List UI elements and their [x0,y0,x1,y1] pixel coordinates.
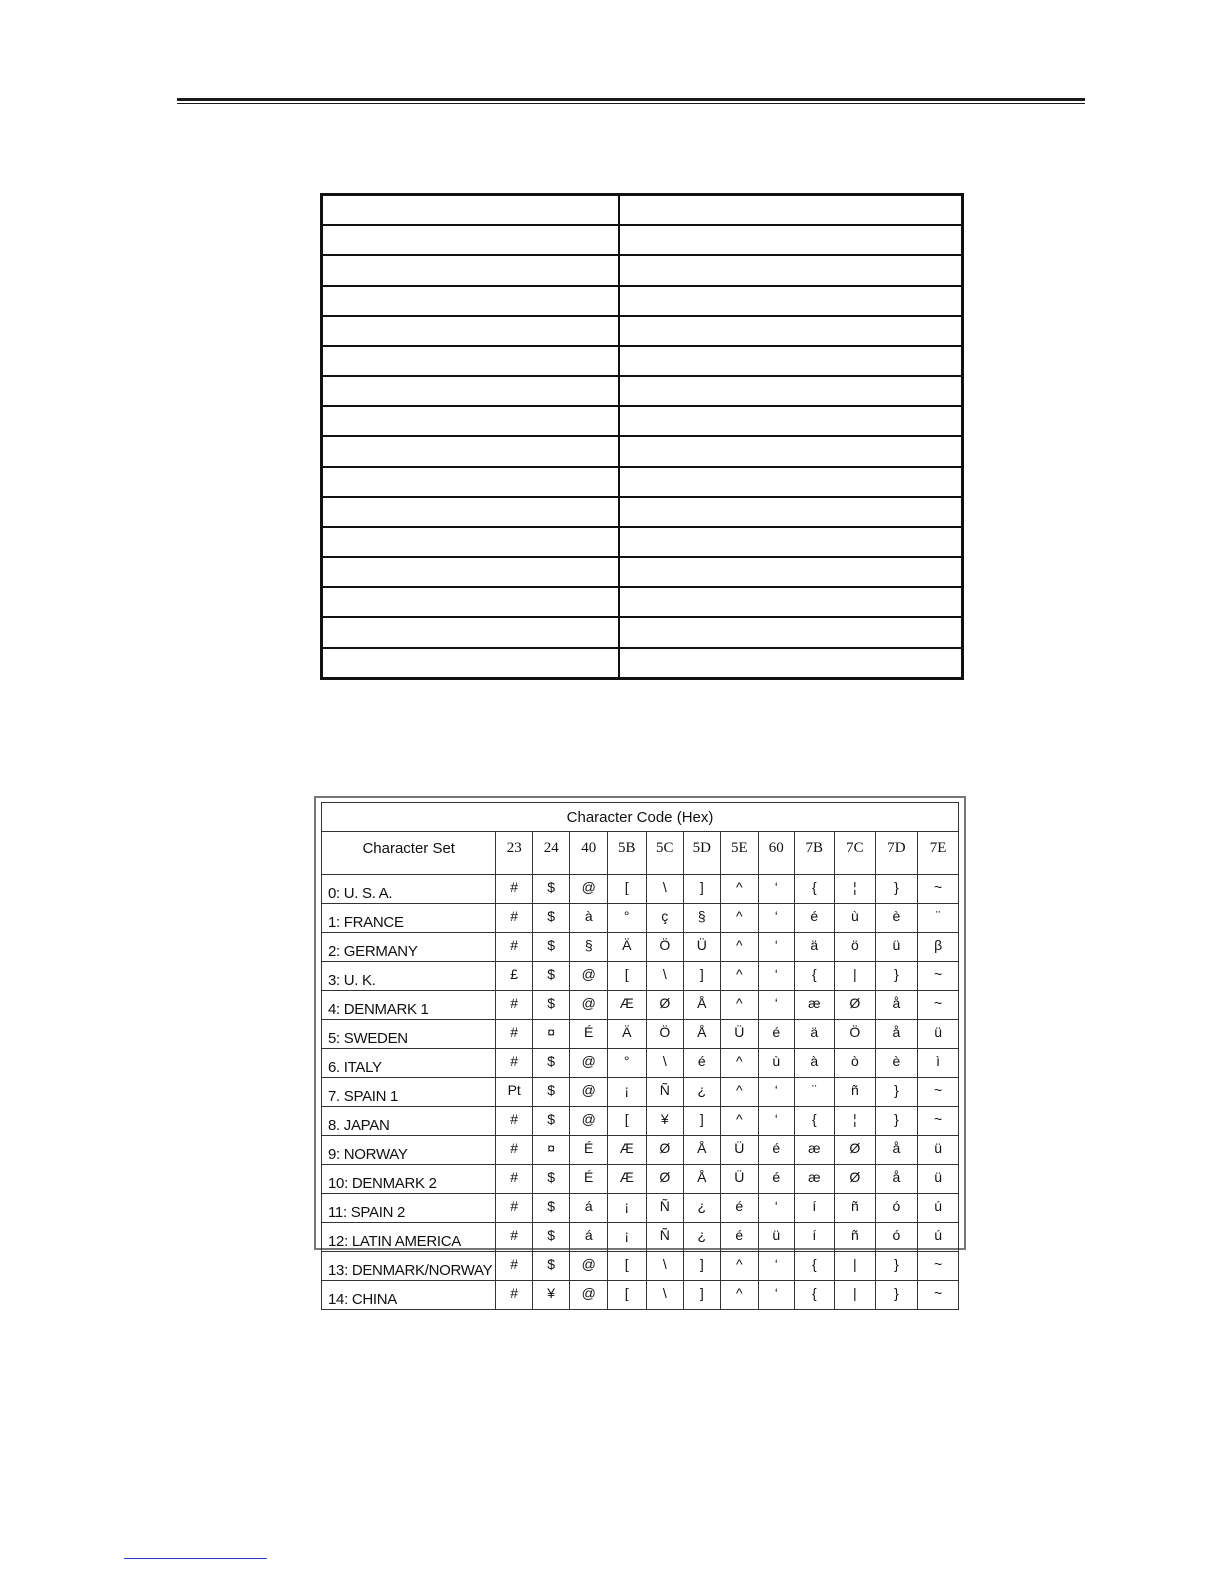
character-cell: [ [607,1107,646,1136]
character-set-row [322,933,959,962]
character-cell: $ [532,1252,570,1281]
blank-table-cell [322,316,619,346]
character-cell: æ [794,991,835,1020]
character-cell: Ü [684,933,721,962]
character-cell: ú [918,1223,959,1252]
character-set-row [322,991,959,1020]
character-cell: á [570,1223,608,1252]
character-cell: } [875,962,918,991]
character-cell: ‘ [759,1078,794,1107]
character-cell: ¿ [684,1078,721,1107]
header-double-rule [177,98,1085,105]
character-cell: @ [570,875,608,904]
character-cell: } [875,875,918,904]
character-cell: [ [607,962,646,991]
blank-table-cell [322,195,619,226]
character-cell: ù [759,1049,794,1078]
blank-two-column-table [320,193,964,680]
blank-table-row [322,617,963,647]
character-cell: Ø [646,1165,684,1194]
character-cell: Æ [607,1165,646,1194]
character-cell: ] [684,875,721,904]
hex-column-header: 5D [684,832,721,875]
hex-column-header: 5B [607,832,646,875]
blank-table-cell [322,467,619,497]
character-cell: ~ [918,1107,959,1136]
character-cell: ‘ [759,962,794,991]
character-cell: ¡ [607,1194,646,1223]
character-cell: @ [570,1078,608,1107]
character-cell: ñ [835,1078,876,1107]
character-cell: ‘ [759,875,794,904]
blank-table-cell [322,557,619,587]
blank-table-cell [619,648,963,679]
character-cell: Ä [607,933,646,962]
character-cell: \ [646,1281,684,1310]
character-cell: ‘ [759,904,794,933]
character-cell: β [918,933,959,962]
blank-table-cell [619,406,963,436]
character-cell: ~ [918,1252,959,1281]
hex-column-header: 7B [794,832,835,875]
character-cell: Æ [607,991,646,1020]
blank-table-cell [322,406,619,436]
blank-table-row [322,376,963,406]
character-cell: ¤ [532,1020,570,1049]
character-cell: ä [794,1020,835,1049]
character-cell: # [496,1136,533,1165]
character-set-header: Character Set [322,832,496,875]
character-cell: é [720,1223,759,1252]
blank-table-cell [619,617,963,647]
blank-table-row [322,497,963,527]
character-cell: é [759,1136,794,1165]
character-cell: æ [794,1136,835,1165]
character-set-row [322,1078,959,1107]
character-cell: # [496,1020,533,1049]
blank-table-cell [322,376,619,406]
character-cell: Pt [496,1078,533,1107]
character-cell: # [496,1194,533,1223]
blank-table-row [322,436,963,466]
character-cell: ‘ [759,933,794,962]
blank-table-cell [619,286,963,316]
header-rule-thick [177,98,1085,101]
character-cell: $ [532,1078,570,1107]
character-set-row [322,875,959,904]
character-cell: { [794,1107,835,1136]
character-cell: ° [607,1049,646,1078]
character-cell: é [759,1020,794,1049]
character-cell: Ø [835,1165,876,1194]
blank-table-cell [619,587,963,617]
character-cell: Å [684,991,721,1020]
character-cell: } [875,1078,918,1107]
blank-table-cell [619,527,963,557]
character-cell: $ [532,875,570,904]
character-cell: [ [607,875,646,904]
character-cell: ^ [720,962,759,991]
character-cell: ] [684,1252,721,1281]
hex-column-header: 24 [532,832,570,875]
character-set-row [322,1252,959,1281]
character-set-label: 11: SPAIN 2 [322,1194,496,1223]
character-cell: # [496,904,533,933]
character-code-table [321,802,959,1310]
blank-table-row [322,467,963,497]
character-cell: \ [646,962,684,991]
character-cell: \ [646,1049,684,1078]
blank-table-cell [619,557,963,587]
character-cell: Å [684,1136,721,1165]
blank-table-row [322,225,963,255]
character-cell: # [496,991,533,1020]
character-cell: ~ [918,1281,959,1310]
character-cell: \ [646,875,684,904]
character-cell: [ [607,1281,646,1310]
character-cell: # [496,1107,533,1136]
blank-table-cell [322,436,619,466]
hex-column-header: 40 [570,832,608,875]
blank-table-row [322,346,963,376]
character-cell: ¦ [835,1107,876,1136]
character-code-figure [314,796,966,1308]
character-cell: É [570,1136,608,1165]
character-cell: ú [918,1194,959,1223]
character-cell: ¤ [532,1136,570,1165]
character-cell: $ [532,1107,570,1136]
blank-table-row [322,195,963,226]
character-cell: Ø [835,991,876,1020]
character-cell: ~ [918,991,959,1020]
character-cell: ó [875,1223,918,1252]
character-cell: ü [918,1136,959,1165]
character-cell: $ [532,1165,570,1194]
character-set-row [322,1165,959,1194]
character-cell: è [875,1049,918,1078]
blank-table-cell [322,527,619,557]
character-cell: # [496,1165,533,1194]
character-cell: # [496,1049,533,1078]
character-cell: é [684,1049,721,1078]
character-cell: ü [918,1020,959,1049]
character-cell: ^ [720,933,759,962]
character-cell: É [570,1020,608,1049]
character-cell: # [496,1281,533,1310]
character-set-label: 10: DENMARK 2 [322,1165,496,1194]
character-cell: { [794,875,835,904]
hex-column-header: 60 [759,832,794,875]
footer-rule [124,1558,267,1559]
character-cell: $ [532,1049,570,1078]
character-cell: $ [532,962,570,991]
character-cell: $ [532,1194,570,1223]
character-cell: \ [646,1252,684,1281]
character-cell: ü [918,1165,959,1194]
blank-table-row [322,406,963,436]
character-set-row [322,962,959,991]
character-cell: ^ [720,1252,759,1281]
hex-header-row [322,832,959,875]
character-cell: ] [684,962,721,991]
header-rule-thin [177,103,1085,104]
blank-table-body [322,195,963,679]
character-cell: @ [570,962,608,991]
hex-column-header: 5C [646,832,684,875]
character-set-row [322,1281,959,1310]
blank-table-row [322,316,963,346]
character-cell: ¿ [684,1223,721,1252]
character-cell: # [496,1223,533,1252]
character-cell: é [720,1194,759,1223]
character-set-label: 5: SWEDEN [322,1020,496,1049]
character-cell: ¦ [835,875,876,904]
character-cell: § [570,933,608,962]
blank-table-cell [322,225,619,255]
character-cell: $ [532,991,570,1020]
character-cell: Ñ [646,1078,684,1107]
blank-table-row [322,587,963,617]
character-cell: [ [607,1252,646,1281]
blank-table-cell [322,497,619,527]
character-cell: @ [570,1252,608,1281]
character-cell: É [570,1165,608,1194]
character-cell: á [570,1194,608,1223]
character-set-row [322,1107,959,1136]
character-cell: ^ [720,1107,759,1136]
character-cell: ‘ [759,1107,794,1136]
hex-column-header: 5E [720,832,759,875]
character-set-label: 6. ITALY [322,1049,496,1078]
character-cell: Ö [646,1020,684,1049]
blank-table-cell [322,587,619,617]
blank-table-cell [619,316,963,346]
blank-table-row [322,255,963,285]
character-cell: $ [532,933,570,962]
character-cell: Ø [835,1136,876,1165]
character-cell: à [794,1049,835,1078]
hex-column-header: 23 [496,832,533,875]
character-set-label: 4: DENMARK 1 [322,991,496,1020]
character-cell: ^ [720,904,759,933]
character-cell: Æ [607,1136,646,1165]
character-set-label: 2: GERMANY [322,933,496,962]
character-cell: ] [684,1281,721,1310]
character-cell: ^ [720,1078,759,1107]
character-cell: Ö [646,933,684,962]
character-set-label: 0: U. S. A. [322,875,496,904]
hex-column-header: 7E [918,832,959,875]
character-cell: | [835,962,876,991]
character-cell: ü [759,1223,794,1252]
blank-table-row [322,286,963,316]
character-set-label: 14: CHINA [322,1281,496,1310]
character-cell: ¡ [607,1223,646,1252]
character-cell: Ü [720,1136,759,1165]
character-cell: | [835,1281,876,1310]
character-cell: $ [532,904,570,933]
character-cell: ¡ [607,1078,646,1107]
character-set-row [322,904,959,933]
character-set-row [322,1049,959,1078]
character-cell: Ü [720,1165,759,1194]
character-cell: ì [918,1049,959,1078]
blank-table-cell [322,255,619,285]
character-cell: { [794,1281,835,1310]
blank-table-row [322,557,963,587]
character-cell: ä [794,933,835,962]
character-cell: Ø [646,1136,684,1165]
character-cell: ¥ [532,1281,570,1310]
character-cell: } [875,1281,918,1310]
character-cell: Å [684,1165,721,1194]
character-cell: Ö [835,1020,876,1049]
blank-table-cell [619,255,963,285]
character-cell: # [496,875,533,904]
character-cell: Å [684,1020,721,1049]
character-set-label: 3: U. K. [322,962,496,991]
character-cell: # [496,1252,533,1281]
character-cell: ¨ [918,904,959,933]
character-cell: @ [570,1281,608,1310]
character-cell: ç [646,904,684,933]
character-cell: ] [684,1107,721,1136]
character-set-label: 12: LATIN AMERICA [322,1223,496,1252]
character-cell: å [875,1136,918,1165]
character-cell: Ü [720,1020,759,1049]
blank-table-cell [322,286,619,316]
character-cell: # [496,933,533,962]
blank-table-cell [322,648,619,679]
blank-table-cell [619,225,963,255]
character-cell: Ñ [646,1194,684,1223]
character-cell: ¨ [794,1078,835,1107]
character-cell: ‘ [759,1252,794,1281]
character-cell: } [875,1252,918,1281]
blank-table-cell [619,195,963,226]
blank-table-row [322,527,963,557]
character-cell: ¥ [646,1107,684,1136]
blank-table-cell [322,617,619,647]
character-cell: ^ [720,1281,759,1310]
character-cell: Ñ [646,1223,684,1252]
character-cell: ó [875,1194,918,1223]
character-cell: å [875,1165,918,1194]
character-cell: Ø [646,991,684,1020]
code-table-title-row [322,803,959,832]
blank-table-cell [619,346,963,376]
blank-table-cell [619,376,963,406]
character-cell: { [794,962,835,991]
hex-column-header: 7C [835,832,876,875]
character-cell: è [875,904,918,933]
character-cell: í [794,1223,835,1252]
character-cell: ù [835,904,876,933]
blank-table-cell [322,346,619,376]
character-cell: é [794,904,835,933]
character-cell: ^ [720,991,759,1020]
character-cell: @ [570,991,608,1020]
character-cell: $ [532,1223,570,1252]
blank-table-cell [619,436,963,466]
code-table-body [322,875,959,1310]
character-cell: å [875,1020,918,1049]
character-set-row [322,1136,959,1165]
character-set-label: 1: FRANCE [322,904,496,933]
character-cell: § [684,904,721,933]
blank-table-row [322,648,963,679]
character-set-row [322,1223,959,1252]
blank-table-cell [619,467,963,497]
hex-column-header: 7D [875,832,918,875]
character-cell: ~ [918,962,959,991]
character-cell: à [570,904,608,933]
character-set-label: 8. JAPAN [322,1107,496,1136]
blank-table-cell [619,497,963,527]
character-cell: £ [496,962,533,991]
character-cell: ñ [835,1194,876,1223]
character-set-row [322,1020,959,1049]
character-cell: ¿ [684,1194,721,1223]
character-cell: Ä [607,1020,646,1049]
character-set-label: 7. SPAIN 1 [322,1078,496,1107]
character-cell: ~ [918,1078,959,1107]
character-cell: ö [835,933,876,962]
character-cell: | [835,1252,876,1281]
character-cell: ò [835,1049,876,1078]
character-cell: @ [570,1049,608,1078]
character-cell: ~ [918,875,959,904]
character-set-label: 9: NORWAY [322,1136,496,1165]
character-cell: { [794,1252,835,1281]
character-set-label: 13: DENMARK/NORWAY [322,1252,496,1281]
character-cell: ü [875,933,918,962]
character-cell: í [794,1194,835,1223]
character-cell: é [759,1165,794,1194]
character-cell: å [875,991,918,1020]
character-cell: ^ [720,1049,759,1078]
code-table-title: Character Code (Hex) [322,803,959,832]
character-cell: ° [607,904,646,933]
character-cell: } [875,1107,918,1136]
character-cell: ñ [835,1223,876,1252]
character-cell: @ [570,1107,608,1136]
character-cell: ‘ [759,991,794,1020]
character-cell: ‘ [759,1194,794,1223]
character-cell: ^ [720,875,759,904]
character-cell: æ [794,1165,835,1194]
character-set-row [322,1194,959,1223]
character-cell: ‘ [759,1281,794,1310]
